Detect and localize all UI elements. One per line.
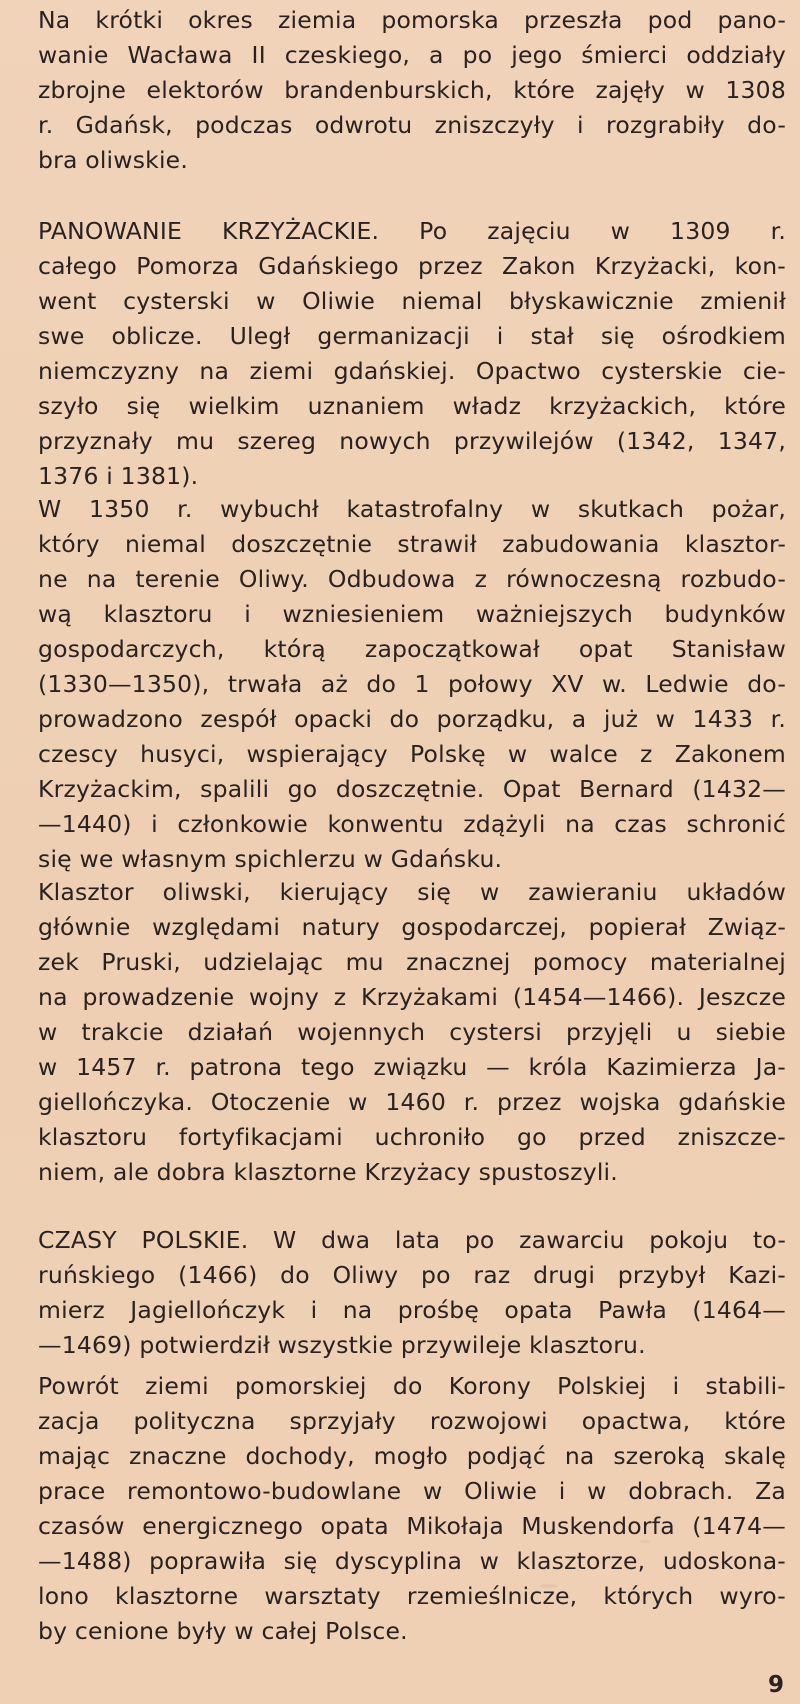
text-line: prace remontowo-budowlane w Oliwie i w dobrach. Za: [38, 1477, 786, 1505]
text-line: czasów energicznego opata Mikołaja Muskendorfa (1474—: [38, 1512, 786, 1540]
text-line: szyło się wielkim uznaniem władz krzyżackich, które: [38, 392, 786, 420]
text-line: zbrojne elektorów brandenburskich, które zajęły w 1308: [38, 76, 786, 104]
text-line: wą klasztoru i wzniesieniem ważniejszych budynków: [38, 600, 786, 628]
text-line: głównie względami natury gospodarczej, popierał Związ-: [38, 913, 786, 941]
text-line: lono klasztorne warsztaty rzemieślnicze, których wyro-: [38, 1582, 786, 1610]
section-heading-line: CZASY POLSKIE. W dwa lata po zawarciu pokoju to-: [38, 1226, 786, 1254]
text-line: —1488) poprawiła się dyscyplina w klasztorze, udoskona-: [38, 1547, 786, 1575]
text-line: na prowadzenie wojny z Krzyżakami (1454—1466). Jeszcze: [38, 983, 786, 1011]
text-line: Klasztor oliwski, kierujący się w zawieraniu układów: [38, 878, 786, 906]
text-line: —1440) i członkowie konwentu zdążyli na czas schronić: [38, 810, 786, 838]
section-heading-line: PANOWANIE KRZYŻACKIE. Po zajęciu w 1309 r.: [38, 217, 786, 245]
text-line: zacja polityczna sprzyjały rozwojowi opactwa, które: [38, 1407, 786, 1435]
text-line: zek Pruski, udzielając mu znacznej pomocy materialnej: [38, 948, 786, 976]
text-line: który niemal doszczętnie strawił zabudowania klasztor-: [38, 530, 786, 558]
text-line: went cysterski w Oliwie niemal błyskawicznie zmienił: [38, 287, 786, 315]
text-line: się we własnym spichlerzu w Gdańsku.: [38, 845, 503, 873]
text-line: 1376 i 1381).: [38, 462, 199, 490]
text-line: (1330—1350), trwała aż do 1 połowy XV w. Ledwie do-: [38, 670, 786, 698]
text-line: ne na terenie Oliwy. Odbudowa z równoczesną rozbudo-: [38, 565, 786, 593]
text-line: Powrót ziemi pomorskiej do Korony Polskiej i stabili-: [38, 1372, 786, 1400]
text-line: przyznały mu szereg nowych przywilejów (1342, 1347,: [38, 427, 786, 455]
text-line: r. Gdańsk, podczas odwrotu zniszczyły i rozgrabiły do-: [38, 111, 786, 139]
text-line: prowadzono zespół opacki do porządku, a już w 1433 r.: [38, 705, 786, 733]
text-line: niemczyzny na ziemi gdańskiej. Opactwo cysterskie cie-: [38, 357, 786, 385]
text-line: czescy husyci, wspierający Polskę w walce z Zakonem: [38, 740, 786, 768]
text-line: Krzyżackim, spalili go doszczętnie. Opat Bernard (1432—: [38, 775, 786, 803]
text-line: wanie Wacława II czeskiego, a po jego śmierci oddziały: [38, 41, 786, 69]
text-line: mierz Jagiellończyk i na prośbę opata Pawła (1464—: [38, 1296, 786, 1324]
text-line: by cenione były w całej Polsce.: [38, 1617, 408, 1645]
text-line: —1469) potwierdził wszystkie przywileje klasztoru.: [38, 1331, 646, 1359]
text-line: gospodarczych, którą zapoczątkował opat Stanisław: [38, 635, 786, 663]
text-line: w trakcie działań wojennych cystersi przyjęli u siebie: [38, 1018, 786, 1046]
text-line: mając znaczne dochody, mogło podjąć na szeroką skalę: [38, 1442, 786, 1470]
text-line: w 1457 r. patrona tego związku — króla Kazimierza Ja-: [38, 1053, 786, 1081]
text-line: bra oliwskie.: [38, 146, 189, 174]
text-line: klasztoru fortyfikacjami uchroniło go przed zniszcze-: [38, 1123, 786, 1151]
text-line: niem, ale dobra klasztorne Krzyżacy spustoszyli.: [38, 1158, 618, 1186]
text-line: giellończyka. Otoczenie w 1460 r. przez wojska gdańskie: [38, 1088, 786, 1116]
text-line: Na krótki okres ziemia pomorska przeszła pod pano-: [38, 6, 786, 34]
page-number: 9: [767, 1672, 784, 1698]
text-line: ruńskiego (1466) do Oliwy po raz drugi przybył Kazi-: [38, 1261, 786, 1289]
text-line: W 1350 r. wybuchł katastrofalny w skutkach pożar,: [38, 495, 786, 523]
text-line: całego Pomorza Gdańskiego przez Zakon Krzyżacki, kon-: [38, 252, 786, 280]
text-line: swe oblicze. Uległ germanizacji i stał się ośrodkiem: [38, 322, 786, 350]
